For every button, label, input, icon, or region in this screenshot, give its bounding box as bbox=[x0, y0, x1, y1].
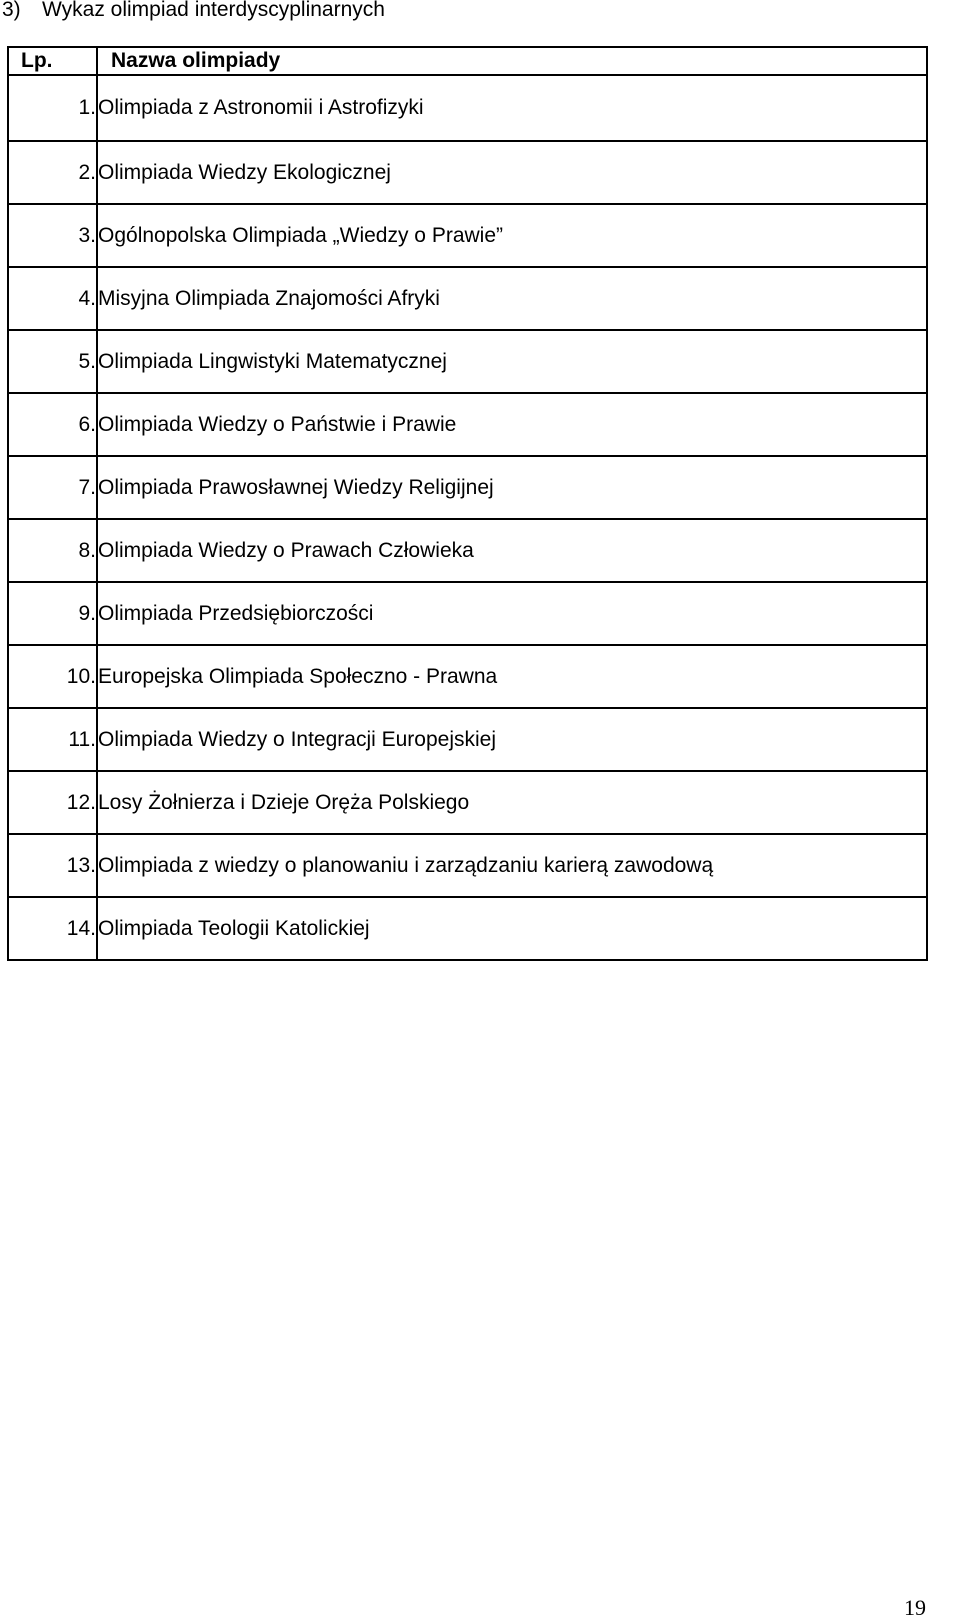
column-header-name: Nazwa olimpiady bbox=[97, 47, 927, 75]
row-number: 13. bbox=[8, 834, 97, 897]
table-row bbox=[8, 75, 927, 141]
section-number: 3) bbox=[2, 0, 21, 21]
row-number: 1. bbox=[8, 75, 97, 141]
row-number: 12. bbox=[8, 771, 97, 834]
olympiad-name: Olimpiada z Astronomii i Astrofizyki bbox=[97, 75, 927, 141]
olympiad-name: Losy Żołnierza i Dzieje Oręża Polskiego bbox=[97, 771, 927, 834]
row-number: 6. bbox=[8, 393, 97, 456]
table-row bbox=[8, 519, 927, 582]
table-row bbox=[8, 393, 927, 456]
row-number: 2. bbox=[8, 141, 97, 204]
row-number: 8. bbox=[8, 519, 97, 582]
section-title: Wykaz olimpiad interdyscyplinarnych bbox=[42, 0, 385, 21]
table-row bbox=[8, 771, 927, 834]
table-row bbox=[8, 582, 927, 645]
olympiad-name: Olimpiada Wiedzy o Integracji Europejskiej bbox=[97, 708, 927, 771]
row-number: 3. bbox=[8, 204, 97, 267]
olympiad-name: Olimpiada Lingwistyki Matematycznej bbox=[97, 330, 927, 393]
olympiad-name: Olimpiada Prawosławnej Wiedzy Religijnej bbox=[97, 456, 927, 519]
olympiad-name: Olimpiada z wiedzy o planowaniu i zarządzaniu karierą zawodową bbox=[97, 834, 927, 897]
olympiad-name: Europejska Olimpiada Społeczno - Prawna bbox=[97, 645, 927, 708]
row-number: 7. bbox=[8, 456, 97, 519]
table-row bbox=[8, 708, 927, 771]
olympiad-name: Olimpiada Wiedzy o Prawach Człowieka bbox=[97, 519, 927, 582]
olympiad-name: Olimpiada Wiedzy Ekologicznej bbox=[97, 141, 927, 204]
row-number: 14. bbox=[8, 897, 97, 960]
table-row bbox=[8, 897, 927, 960]
section-heading bbox=[2, 0, 385, 22]
row-number: 5. bbox=[8, 330, 97, 393]
row-number: 11. bbox=[8, 708, 97, 771]
table-header-row bbox=[8, 47, 927, 75]
olympiad-name: Olimpiada Wiedzy o Państwie i Prawie bbox=[97, 393, 927, 456]
row-number: 10. bbox=[8, 645, 97, 708]
table-row bbox=[8, 645, 927, 708]
column-header-lp: Lp. bbox=[8, 47, 97, 75]
table-row bbox=[8, 267, 927, 330]
olympiad-name: Ogólnopolska Olimpiada „Wiedzy o Prawie” bbox=[97, 204, 927, 267]
table-row bbox=[8, 141, 927, 204]
olympiad-name: Olimpiada Przedsiębiorczości bbox=[97, 582, 927, 645]
table-row bbox=[8, 330, 927, 393]
olympiad-name: Olimpiada Teologii Katolickiej bbox=[97, 897, 927, 960]
table-row bbox=[8, 456, 927, 519]
table-row bbox=[8, 204, 927, 267]
table-row bbox=[8, 834, 927, 897]
page-number: 19 bbox=[904, 1595, 926, 1620]
row-number: 9. bbox=[8, 582, 97, 645]
olympiad-table bbox=[7, 46, 928, 961]
olympiad-name: Misyjna Olimpiada Znajomości Afryki bbox=[97, 267, 927, 330]
row-number: 4. bbox=[8, 267, 97, 330]
